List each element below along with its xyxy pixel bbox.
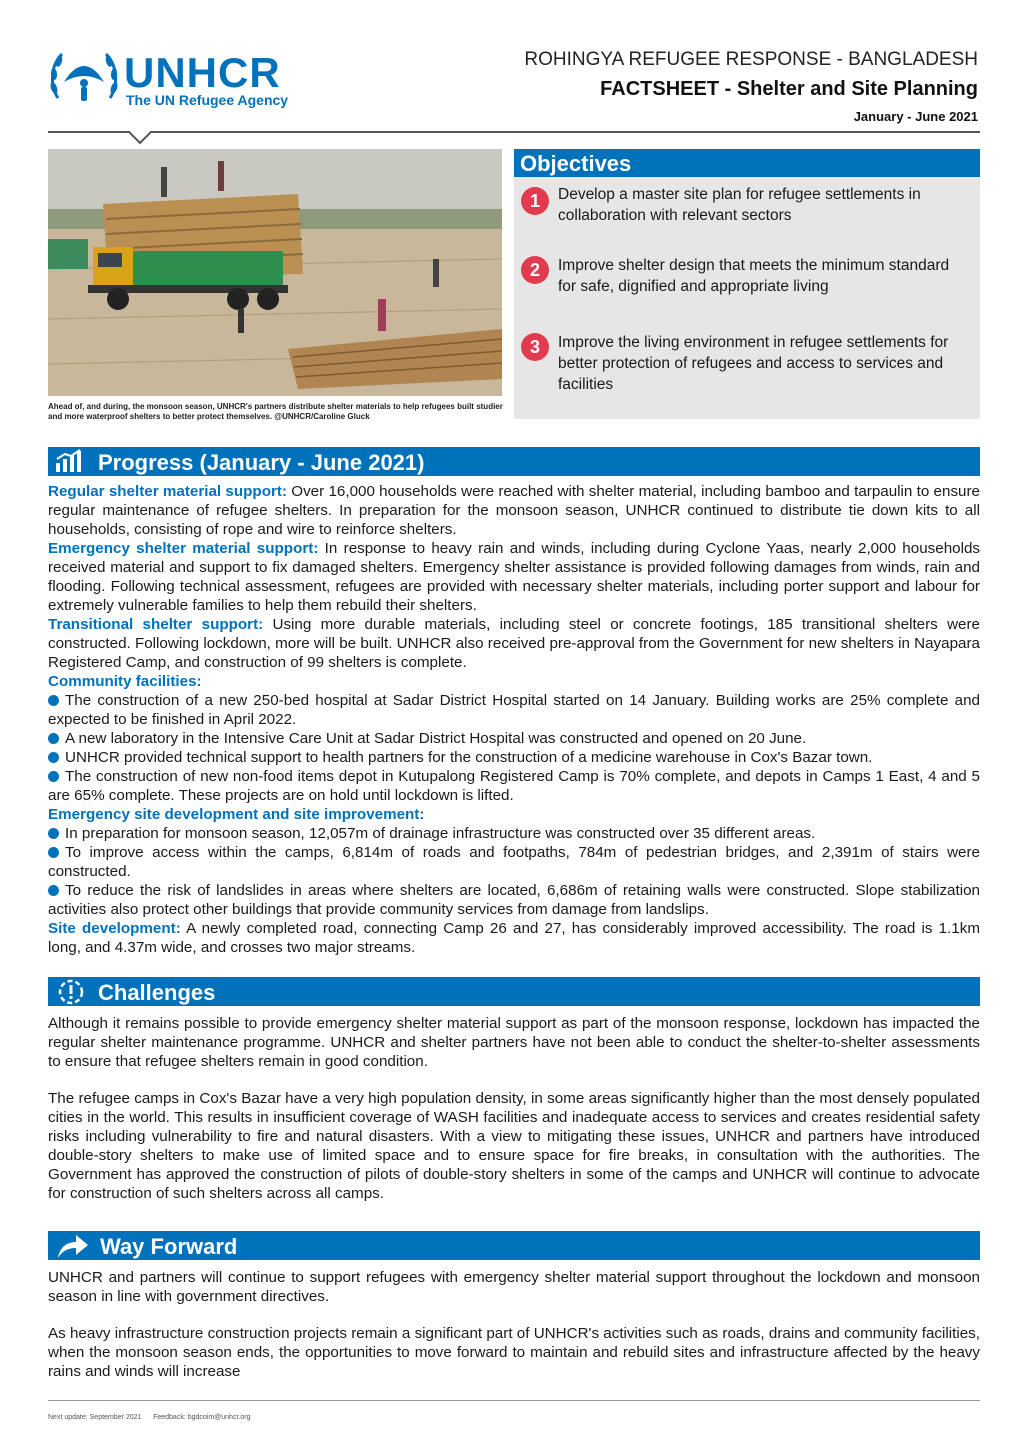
challenges-paragraph-1: Although it remains possible to provide emergency shelter material support as part of the monsoon response, lockdown has impacted the regular shelter maintenance programme. UNHCR and shelter partners have not been able to conduct the shelter-to-shelter assessments to ensure that refugee shelters remain in good condition. [48,1015,980,1070]
next-update: Next update: September 2021 [48,1414,142,1421]
objective-text-2: Improve shelter design that meets the minimum standard for safe, dignified and appropriate living [558,257,950,295]
bar-chart-icon [55,449,83,473]
list-item: To improve access within the camps, 6,814m of roads and footpaths, 784m of pedestrian bridges, and 2,391m of stairs were constructed. [48,844,980,880]
objective-text-1: Develop a master site plan for refugee settlements in collaboration with relevant sectors [558,186,921,224]
list-item: In preparation for monsoon season, 12,057m of drainage infrastructure was constructed over 35 different areas. [48,824,980,843]
shelter-materials-photo [48,149,502,396]
logo-tagline: The UN Refugee Agency [126,92,289,108]
way-forward-paragraph-2: As heavy infrastructure construction projects remain a significant part of UNHCR's activities such as roads, drains and community facilities, when the monsoon season ends, the opportunities to move forward to maintain and rebuild sites and infrastructure affected by the heavy rains and winds will increase [48,1325,980,1380]
bullet-icon [48,885,59,896]
way-forward-paragraph-1: UNHCR and partners will continue to support refugees with emergency shelter material support throughout the lockdown and monsoon season in line with government directives. [48,1269,980,1305]
bullet-icon [48,828,59,839]
bullet-icon [48,695,59,706]
footer-divider [48,1400,980,1401]
progress-body [48,482,980,957]
list-item: A new laboratory in the Intensive Care Unit at Sadar District Hospital was constructed and opened on 20 June. [48,729,980,748]
header-divider [48,131,980,133]
photo-caption: Ahead of, and during, the monsoon season, UNHCR's partners distribute shelter materials to help refugees built studier and more waterproof shelters to better protect themselves. @UNHCR/Caroline Gluck [48,402,503,421]
site-improvement-label: Emergency site development and site improvement: [48,806,425,823]
regular-support-label: Regular shelter material support: [48,483,287,500]
bullet-icon [48,733,59,744]
challenges-paragraph-2: The refugee camps in Cox's Bazar have a very high population density, in some areas significantly higher than the most densely populated cities in the world. This results in insufficient coverage of WASH facilities and inadequate access to services and creates residential safety risks including vulnerability to fire and natural disasters. With a view to mitigating these issues, UNHCR and partners have introduced double-story shelters to make use of limited space and to ensure space for fire breaks, in consultation with the authorities. The Government has approved the construction of pilots of double-story shelters in some of the camps and UNHCR will continue to advocate for construction of such shelters across all camps. [48,1090,980,1202]
footer [48,1414,250,1421]
challenges-title: Challenges [98,980,216,1005]
list-item: The construction of a new 250-bed hospital at Sadar District Hospital started on 14 January. Building works are 25% complete and expected to be finished in April 2022. [48,692,980,728]
regular-support-text: Over 16,000 households were reached with shelter material, including bamboo and tarpaulin to ensure regular maintenance of refugee shelters. In preparation for the monsoon season, UNHCR continued to distribute tie down kits to all households, consisting of rope and wire to reinforce shelters. [48,483,980,538]
forward-arrow-icon [56,1232,90,1260]
bullet-icon [48,771,59,782]
site-development-text: A newly completed road, connecting Camp 26 and 27, has considerably improved accessibility. The road is 1.1km long, and 4.37m wide, and crosses two major streams. [48,920,980,956]
feedback-email: Feedback: bgdcoim@unhcr.org [153,1414,251,1421]
report-period: January - June 2021 [853,109,978,124]
objective-number-1: 1 [521,187,549,215]
way-forward-title: Way Forward [100,1234,238,1259]
progress-title: Progress (January - June 2021) [98,450,425,475]
objective-text-3: Improve the living environment in refugee settlements for better protection of refugees and access to services and facilities [558,334,949,393]
header-divider-notch [129,122,152,145]
list-item: UNHCR provided technical support to health partners for the construction of a medicine warehouse in Cox's Bazar town. [48,748,980,767]
transitional-support-text: Using more durable materials, including steel or concrete footings, 185 transitional shelters were constructed. Following lockdown, more will be built. UNHCR also received pre-approval from the Government for new shelters in Nayapara Registered Camp, and construction of 99 shelters is complete. [48,616,980,671]
emergency-support-text: In response to heavy rain and winds, including during Cyclone Yaas, nearly 2,000 households received material and support to fix damaged shelters. Emergency shelter assistance is provided following damages from winds, rain and flooding. Following technical assessment, refugees are provided with necessary shelter materials, including porter support and labour for extremely vulnerable families to help them rebuild their shelters. [48,540,980,614]
response-title: ROHINGYA REFUGEE RESPONSE - BANGLADESH [524,49,978,70]
objective-number-3: 3 [521,333,549,361]
list-item: The construction of new non-food items depot in Kutupalong Registered Camp is 70% complete, and depots in Camps 1 East, 4 and 5 are 65% complete. These projects are on hold until lockdown is lifted. [48,768,980,804]
logo-wordmark: UNHCR [124,49,281,96]
transitional-support-label: Transitional shelter support: [48,616,264,633]
objective-number-2: 2 [521,256,549,284]
bullet-icon [48,752,59,763]
site-development-label: Site development: [48,920,181,937]
objectives-title: Objectives [520,151,632,176]
emergency-support-label: Emergency shelter material support: [48,540,319,557]
warning-icon [57,978,85,1006]
community-facilities-label: Community facilities: [48,673,202,690]
list-item: To reduce the risk of landslides in areas where shelters are located, 6,686m of retaining walls were constructed. Slope stabilization activities also protect other buildings that provide community services from damage from landslips. [48,882,980,918]
unhcr-emblem-icon [48,48,120,108]
factsheet-title: FACTSHEET - Shelter and Site Planning [600,78,978,100]
bullet-icon [48,847,59,858]
